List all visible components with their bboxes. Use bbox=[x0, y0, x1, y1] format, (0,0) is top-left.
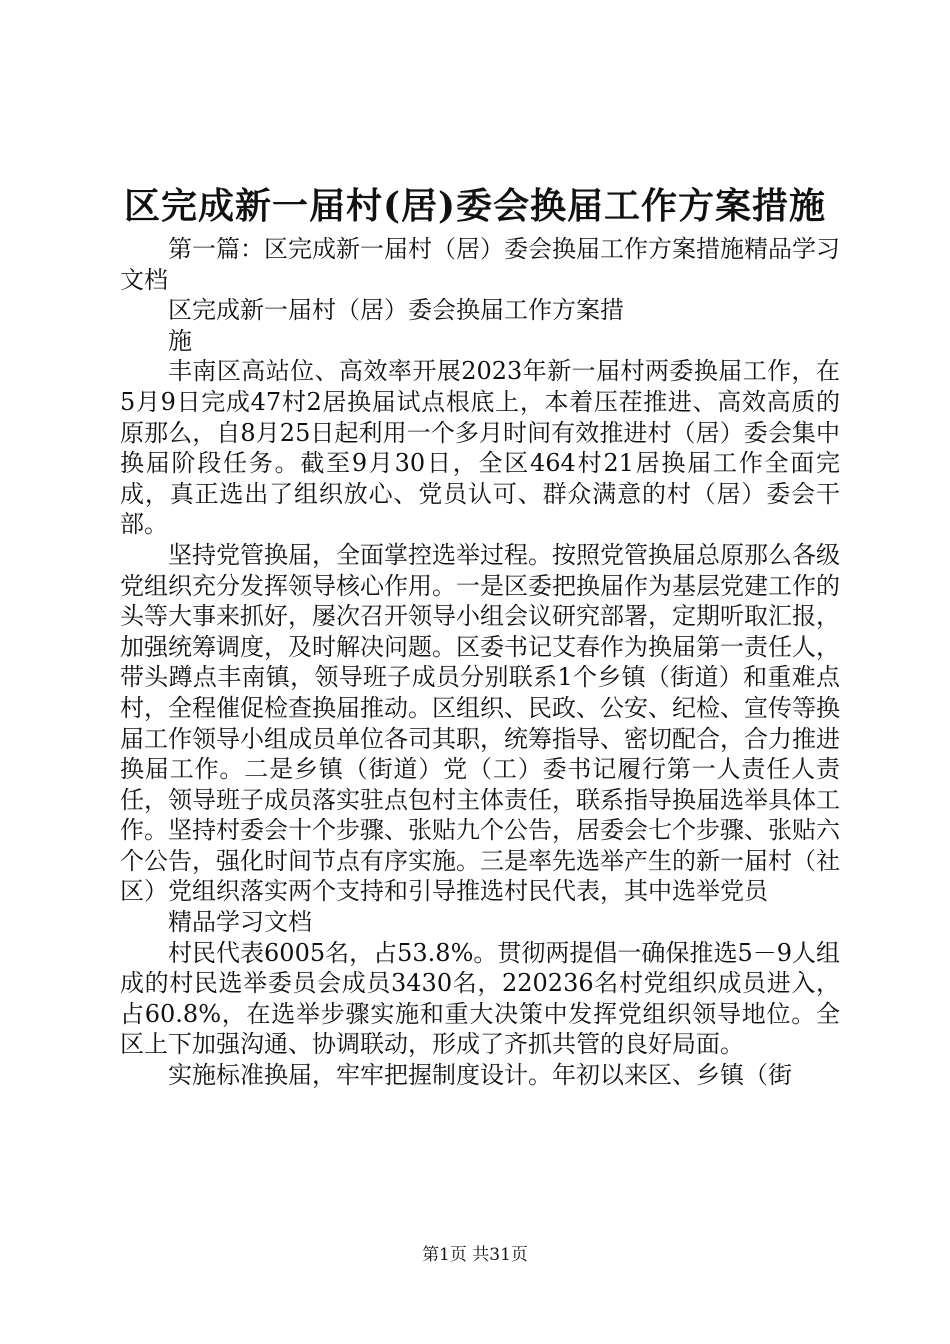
paragraph-representatives: 村民代表6005名，占53.8%。贯彻两提倡一确保推选5－9人组成的村民选举委员会成员3430名，220236名村党组织成员进入，占60.8%，在选举步骤实施和重大决策中发挥党组织领导地位。全区上下加强沟通、协调联动，形成了齐抓共管的良好局面。 bbox=[120, 938, 840, 1059]
page-number-footer: 第1页 共31页 bbox=[422, 1245, 528, 1265]
paragraph-party-leadership: 坚持党管换届，全面掌控选举过程。按照党管换届总原那么各级党组织充分发挥领导核心作用。一是区委把换届作为基层党建工作的头等大事来抓好，屡次召开领导小组会议研究部署，定期听取汇报，加强统筹调度，及时解决问题。区委书记艾春作为换届第一责任人，带头蹲点丰南镇，领导班子成员分别联系1个乡镇（街道）和重难点村，全程催促检查换届推动。区组织、民政、公安、纪检、宣传等换届工作领导小组成员单位各司其职，统筹指导、密切配合，合力推进换届工作。二是乡镇（街道）党（工）委书记履行第一人责任人责任，领导班子成员落实驻点包村主体责任，联系指导换届选举具体工作。坚持村委会十个步骤、张贴九个公告，居委会七个步骤、张贴六个公告，强化时间节点有序实施。三是率先选举产生的新一届村（社区）党组织落实两个支持和引导推选村民代表，其中选举党员 bbox=[120, 540, 840, 906]
paragraph-subtitle-continued: 施 bbox=[168, 326, 192, 355]
paragraph-watermark-text: 精品学习文档 bbox=[168, 908, 312, 937]
paragraph-series-heading: 第一篇：区完成新一届村（居）委会换届工作方案措施精品学习文档 bbox=[120, 235, 840, 294]
paragraph-standardization: 实施标准换届，牢牢把握制度设计。年初以来区、乡镇（街 bbox=[168, 1061, 792, 1090]
document-title: 区完成新一届村(居)委会换届工作方案措施 bbox=[123, 185, 827, 227]
paragraph-subtitle: 区完成新一届村（居）委会换届工作方案措 bbox=[168, 296, 624, 325]
paragraph-intro: 丰南区高站位、高效率开展2023年新一届村两委换届工作，在5月9日完成47村2居换届试点根底上，本着压茬推进、高效高质的原那么，自8月25日起利用一个多月时间有效推进村（居）委会集中换届阶段任务。截至9月30日，全区464村21居换届工作全面完成，真正选出了组织放心、党员认可、群众满意的村（居）委会干部。 bbox=[120, 357, 840, 539]
document-body bbox=[120, 234, 840, 1091]
